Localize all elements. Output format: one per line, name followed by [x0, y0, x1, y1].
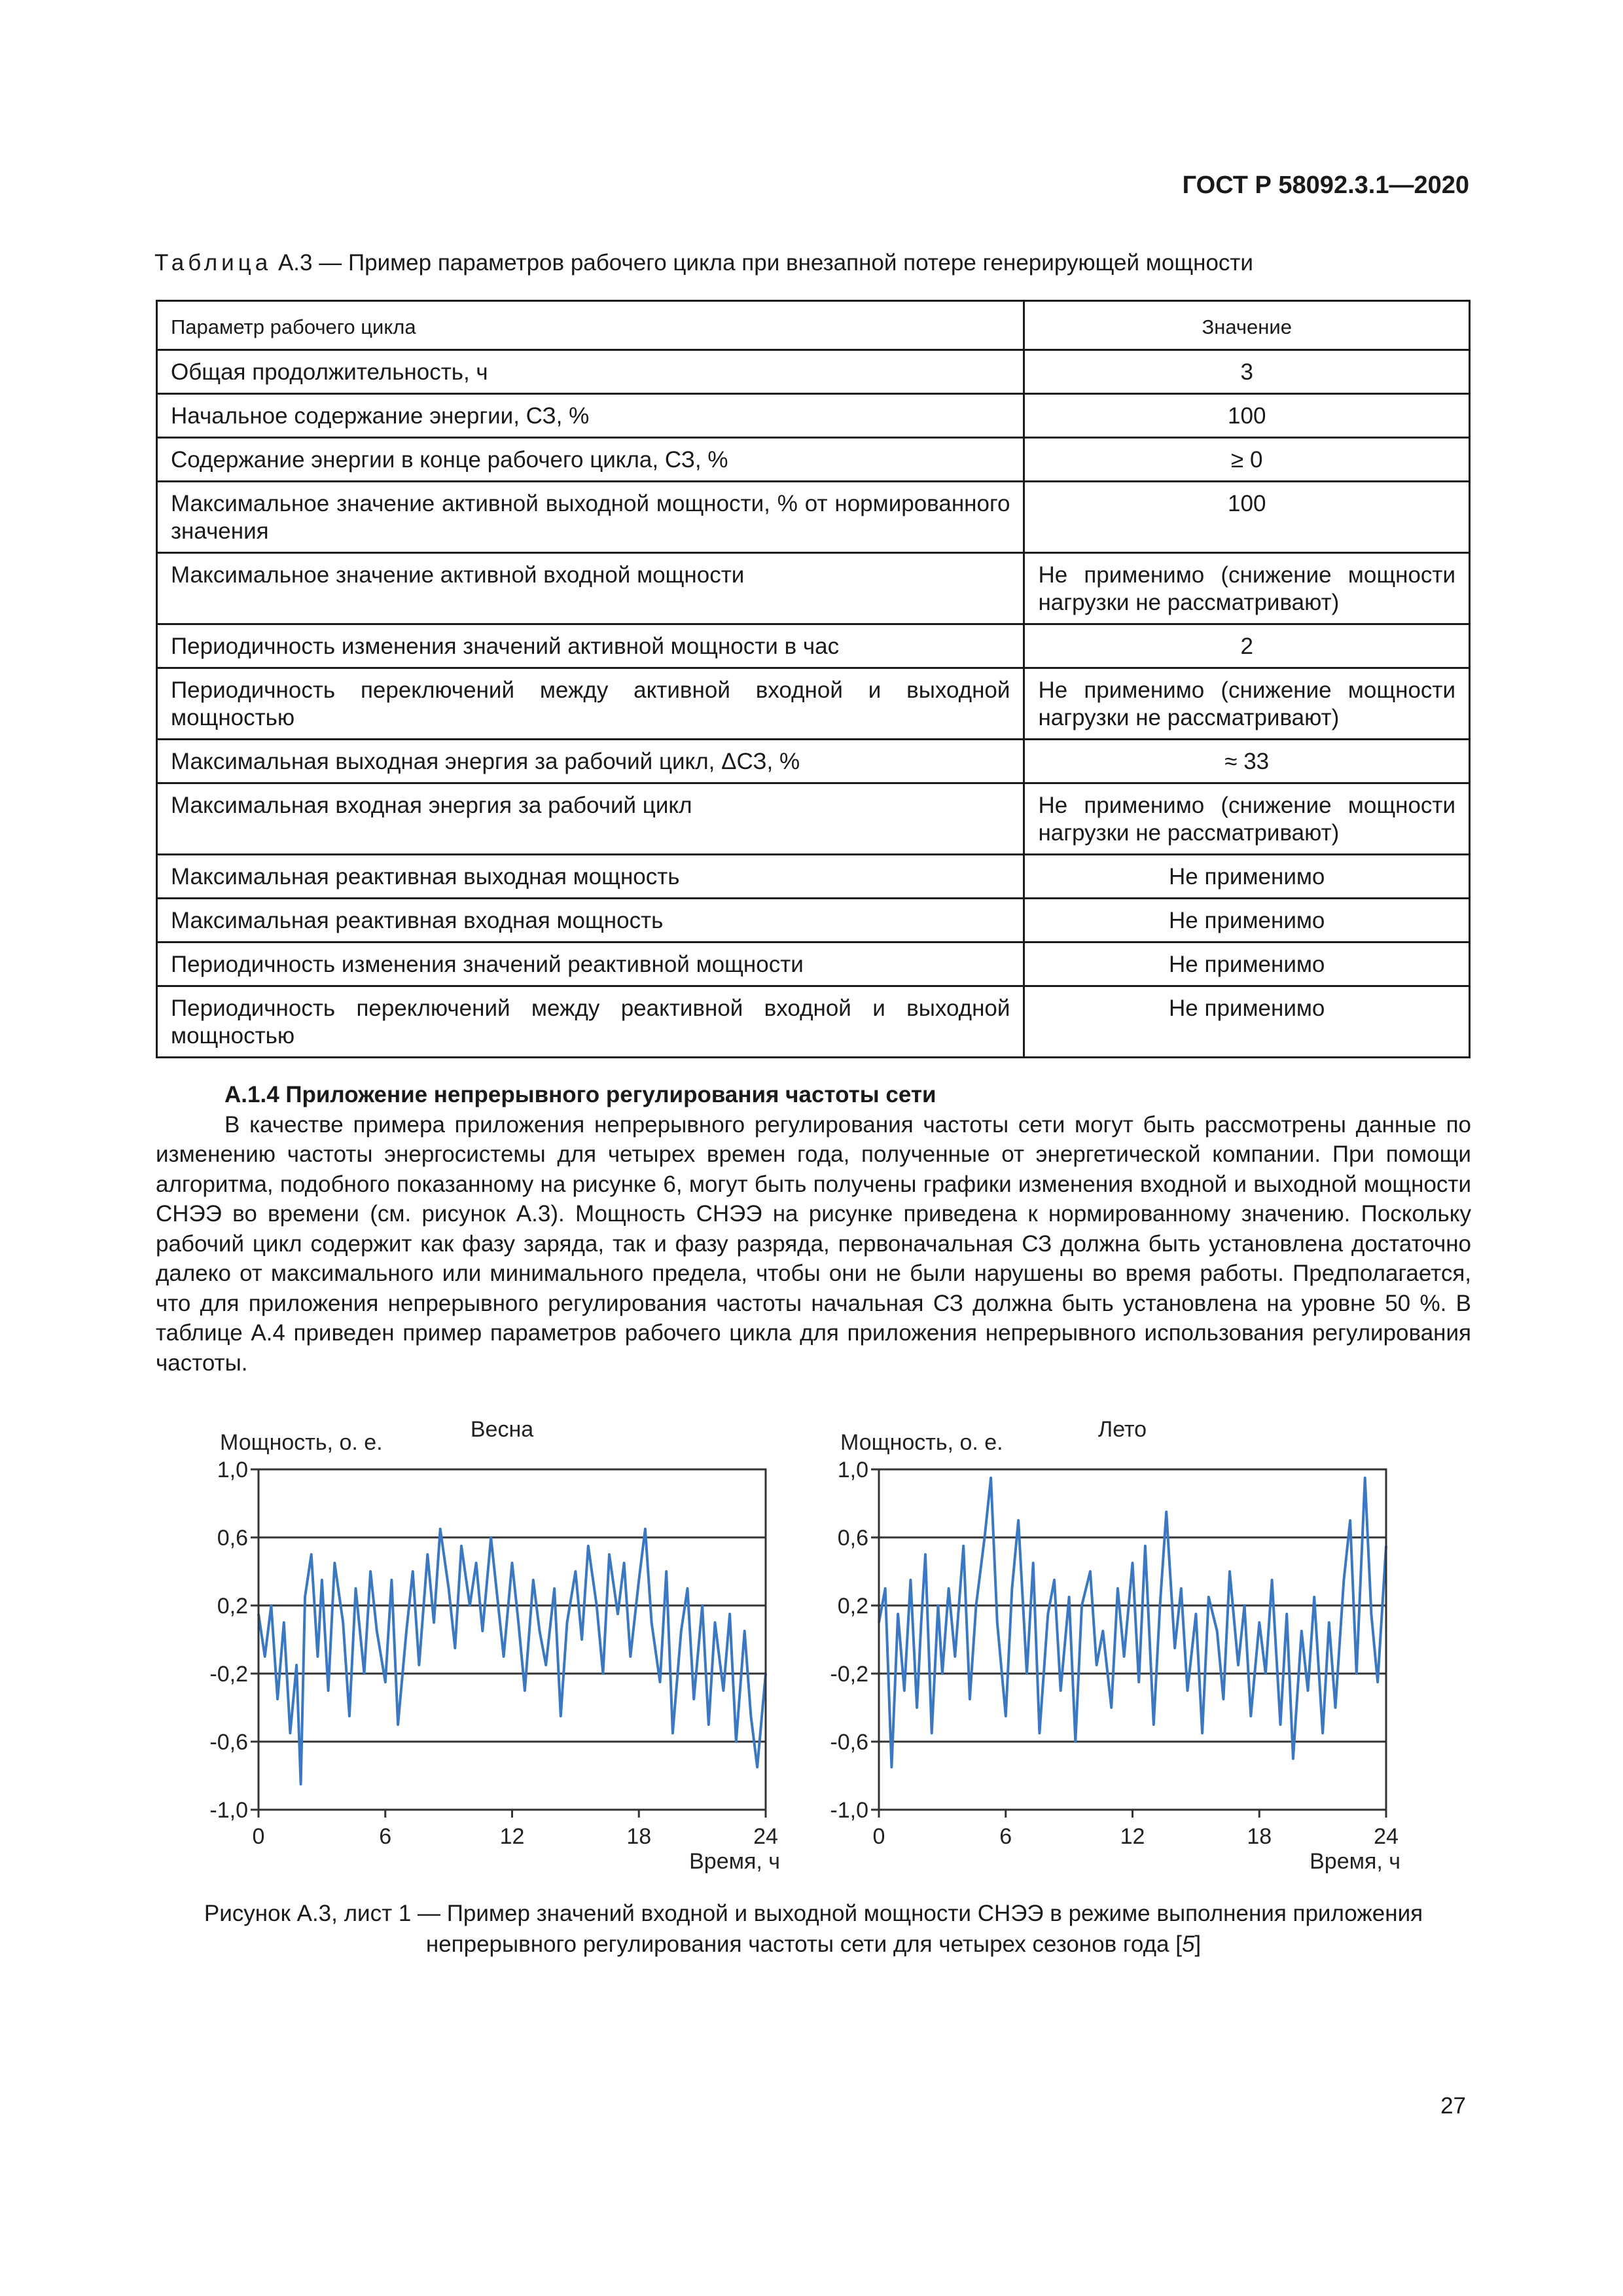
table-cell-parameter: Максимальная реактивная выходная мощность	[157, 855, 1024, 899]
summer-plot-frame	[879, 1469, 1386, 1810]
spring-ylabel: Мощность, о. е.	[220, 1430, 383, 1455]
table-cell-parameter: Максимальная выходная энергия за рабочий цикл, ΔСЗ, %	[157, 740, 1024, 783]
bibliography-reference: 5	[1181, 1931, 1195, 1957]
table-cell-value: Не применимо	[1024, 899, 1470, 942]
spring-ytick-label: -0,6	[209, 1730, 248, 1755]
chart-summer	[823, 1404, 1432, 1878]
table-row	[157, 668, 1470, 740]
spring-xtick-label: 18	[626, 1824, 652, 1849]
page-number: 27	[1440, 2093, 1466, 2119]
section-body-text: В качестве примера приложения непрерывного регулирования частоты сети могут быть рассмотрены данные по изменению частоты энергосистемы для четырех времен года, полученные от энергетической компании. При помощи алгоритма, подобного показанному на рисунке 6, могут быть получены графики изменения входной и выходной мощности СНЭЭ во времени (см. рисунок А.3). Мощность СНЭЭ на рисунке приведена к нормированному значению. Поскольку рабочий цикл содержит как фазу заряда, так и фазу разряда, первоначальная СЗ должна быть установлена достаточно далеко от максимального или минимального предела, чтобы они не были нарушены во время работы. Предполагается, что для приложения непрерывного регулирования частоты начальная СЗ должна быть установлена на уровне 50 %. В таблице А.4 приведен пример параметров рабочего цикла для приложения непрерывного использования регулирования частоты.	[156, 1111, 1471, 1376]
table-row	[157, 482, 1470, 553]
figure-caption-line-1: Рисунок А.3, лист 1 — Пример значений входной и выходной мощности СНЭЭ в режиме выполнения приложения	[204, 1901, 1423, 1926]
summer-title: Лето	[1097, 1417, 1147, 1442]
spring-ytick-label: 1,0	[217, 1458, 248, 1482]
table-row	[157, 740, 1470, 783]
summer-xtick-label: 0	[872, 1824, 885, 1849]
figure-caption-line-2-text: непрерывного регулирования частоты сети для четырех сезонов года [	[425, 1931, 1182, 1957]
spring-ytick-label: 0,6	[217, 1526, 248, 1551]
parameters-table	[156, 300, 1471, 1058]
table-cell-value: Не применимо (снижение мощности нагрузки не рассматривают)	[1024, 553, 1470, 624]
table-cell-value: 2	[1024, 624, 1470, 668]
figure-caption	[156, 1898, 1471, 1960]
table-caption-text: А.3 — Пример параметров рабочего цикла при внезапной потере генерирующей мощности	[272, 250, 1253, 276]
table-row	[157, 624, 1470, 668]
column-header-value: Значение	[1024, 301, 1470, 350]
table-row	[157, 942, 1470, 986]
table-caption	[154, 250, 1470, 276]
table-row	[157, 899, 1470, 942]
table-cell-value: Не применимо	[1024, 942, 1470, 986]
table-cell-parameter: Периодичность изменения значений реактивной мощности	[157, 942, 1024, 986]
summer-xtick-label: 6	[999, 1824, 1012, 1849]
table-cell-value: Не применимо	[1024, 855, 1470, 899]
table-cell-value: 3	[1024, 350, 1470, 394]
table-cell-parameter: Максимальное значение активной входной мощности	[157, 553, 1024, 624]
table-cell-parameter: Периодичность переключений между реактивной входной и выходной мощностью	[157, 986, 1024, 1058]
summer-xtick-label: 12	[1120, 1824, 1145, 1849]
spring-xtick-label: 24	[753, 1824, 778, 1849]
spring-title: Весна	[470, 1417, 534, 1442]
spring-ytick-label: -0,2	[209, 1662, 248, 1687]
table-header-row	[157, 301, 1470, 350]
summer-ytick-label: -0,6	[830, 1730, 868, 1755]
table-row	[157, 394, 1470, 438]
standard-designation: ГОСТ Р 58092.3.1—2020	[1182, 171, 1469, 199]
section-a14	[156, 1080, 1471, 1378]
chart-spring	[203, 1404, 812, 1878]
summer-ytick-label: 1,0	[837, 1458, 868, 1482]
table-cell-value: ≈ 33	[1024, 740, 1470, 783]
summer-xlabel: Время, ч	[1310, 1849, 1400, 1874]
summer-series-line	[879, 1478, 1386, 1767]
section-heading: А.1.4 Приложение непрерывного регулирования частоты сети	[224, 1082, 936, 1107]
table-cell-value: Не применимо	[1024, 986, 1470, 1058]
table-cell-value: Не применимо (снижение мощности нагрузки не рассматривают)	[1024, 668, 1470, 740]
table-cell-parameter: Максимальное значение активной выходной мощности, % от нормированного значения	[157, 482, 1024, 553]
spring-series-line	[259, 1529, 766, 1784]
summer-ytick-label: 0,6	[837, 1526, 868, 1551]
spring-xlabel: Время, ч	[689, 1849, 780, 1874]
table-cell-parameter: Общая продолжительность, ч	[157, 350, 1024, 394]
chart-summer-svg	[823, 1404, 1432, 1875]
summer-xtick-label: 24	[1374, 1824, 1399, 1849]
summer-xtick-label: 18	[1247, 1824, 1272, 1849]
spring-ytick-label: -1,0	[209, 1798, 248, 1823]
table-cell-parameter: Максимальная реактивная входная мощность	[157, 899, 1024, 942]
spring-xtick-label: 6	[379, 1824, 392, 1849]
summer-ytick-label: -0,2	[830, 1662, 868, 1687]
summer-ytick-label: 0,2	[837, 1594, 868, 1619]
table-cell-value: 100	[1024, 394, 1470, 438]
spring-xtick-label: 12	[499, 1824, 525, 1849]
table-cell-value: ≥ 0	[1024, 438, 1470, 482]
figure-caption-line-2-end: ]	[1194, 1931, 1202, 1957]
table-row	[157, 438, 1470, 482]
table-cell-value: Не применимо (снижение мощности нагрузки не рассматривают)	[1024, 783, 1470, 855]
summer-ylabel: Мощность, о. е.	[840, 1430, 1003, 1455]
spring-xtick-label: 0	[252, 1824, 265, 1849]
table-cell-parameter: Периодичность изменения значений активной мощности в час	[157, 624, 1024, 668]
table-row	[157, 350, 1470, 394]
spring-ytick-label: 0,2	[217, 1594, 248, 1619]
summer-ytick-label: -1,0	[830, 1798, 868, 1823]
table-cell-parameter: Максимальная входная энергия за рабочий цикл	[157, 783, 1024, 855]
figure-caption-line-2	[156, 1929, 1471, 1960]
chart-spring-svg	[203, 1404, 812, 1875]
table-row	[157, 986, 1470, 1058]
column-header-parameter: Параметр рабочего цикла	[157, 301, 1024, 350]
table-cell-parameter: Периодичность переключений между активной входной и выходной мощностью	[157, 668, 1024, 740]
table-row	[157, 783, 1470, 855]
table-row	[157, 553, 1470, 624]
table-cell-value: 100	[1024, 482, 1470, 553]
table-caption-prefix: Таблица	[154, 250, 272, 276]
table-cell-parameter: Содержание энергии в конце рабочего цикла, СЗ, %	[157, 438, 1024, 482]
table-cell-parameter: Начальное содержание энергии, СЗ, %	[157, 394, 1024, 438]
table-row	[157, 855, 1470, 899]
